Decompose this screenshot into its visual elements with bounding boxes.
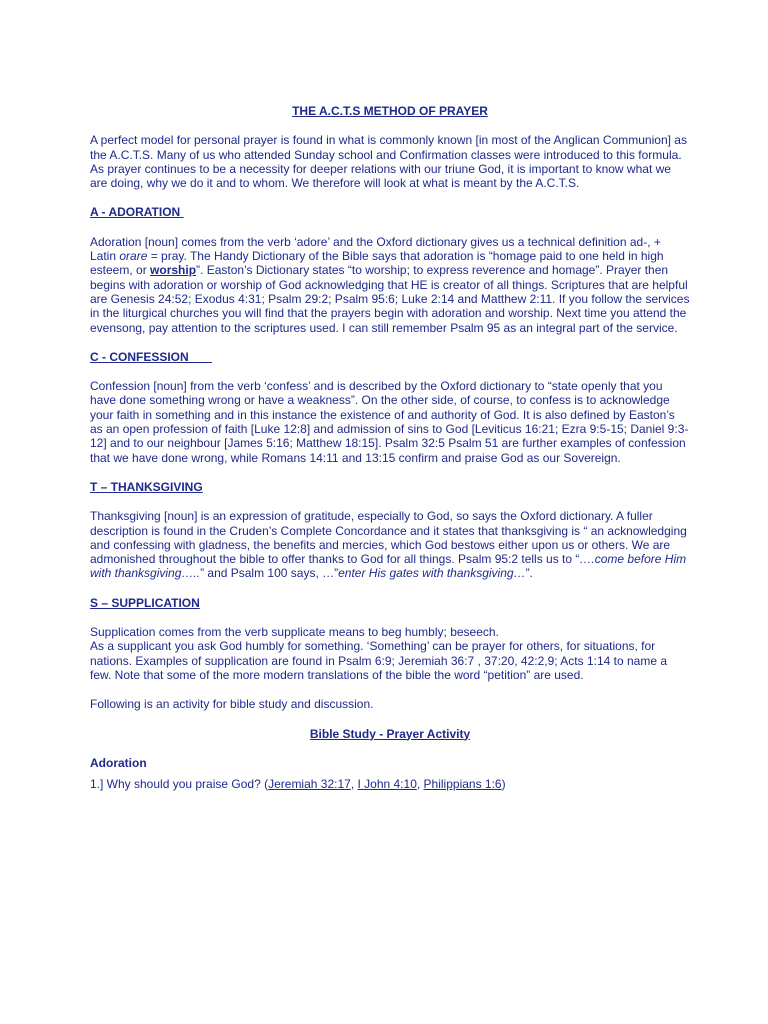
worship-link[interactable]: worship (150, 263, 197, 278)
ref-link-philippians[interactable]: Philippians 1:6 (423, 777, 502, 792)
ref-link-jeremiah[interactable]: Jeremiah 32:17 (268, 777, 351, 792)
document-page (90, 104, 690, 791)
following-paragraph: Following is an activity for bible study and discussion. (90, 697, 374, 712)
supplication-heading: S – SUPPLICATION (90, 595, 200, 610)
thanksgiving-quote-1: ….come before Him with thanksgiving….. (90, 552, 687, 581)
adoration-heading: A - ADORATION (90, 205, 184, 220)
ref-link-1-john[interactable]: I John 4:10 (357, 777, 417, 792)
supplication-paragraph: Supplication comes from the verb supplicate means to beg humbly; beseech. As a supplicant you ask God humbly for something. ‘Something’ can be prayer for others, for situations, for nations. Examples of supplication are found in Psalm 6:9; Jeremiah 36:7 , 37:20, 42:2,9; Acts 1:14 to name a few. Note that some of the more modern translations of the bible the word “petition” are used. (90, 625, 668, 682)
document-title: THE A.C.T.S METHOD OF PRAYER (292, 104, 488, 118)
thanksgiving-quote-2: enter His gates with thanksgiving… (338, 566, 526, 581)
thanksgiving-heading: T – THANKSGIVING (90, 479, 203, 494)
confession-heading: C - CONFESSION (90, 349, 213, 364)
intro-paragraph: A perfect model for personal prayer is found in what is commonly known [in most of the Anglican Communion] as the A.C.T.S. Many of us who attended Sunday school and Confirmation classes were introduced to this formula. As prayer continues to be a necessity for deeper relations with our triune God, it is important to know what we are doing, why we do it and to whom. We therefore will look at what is meant by the A.C.T.S. (90, 133, 687, 191)
question-1: 1.] Why should you praise God? (Jeremiah 32:17, I John 4:10, Philippians 1:6) (90, 777, 506, 792)
orare-word: orare (119, 249, 148, 264)
confession-paragraph: Confession [noun] from the verb ‘confess’ and is described by the Oxford dictionary to “state openly that you have done something wrong or have a weakness”. On the other side, of course, to confess is to acknowledge your faith in something and in this instance the existence of and authority of God. It is also defined by Easton’s as an open profession of faith [Luke 12:8] and admission of sins to God [Leviticus 16:21; Ezra 9:5-15; Daniel 9:3-12] and to our neighbour [James 5:16; Matthew 18:15]. Psalm 32:5 Psalm 51 are further examples of confession that we have done wrong, while Romans 14:11 and 13:15 confirm and praise God as our Sovereign. (90, 379, 689, 465)
adoration-paragraph: Adoration [noun] comes from the verb ‘adore’ and the Oxford dictionary gives us a technical definition ad-, + Latin orare = pray. The Handy Dictionary of the Bible says that adoration is “homage paid to one held in high esteem, or worship”. Easton’s Dictionary states “to worship; to express reverence and homage”. Prayer then begins with adoration or worship of God acknowledging that HE is creator of all things. Scriptures that are helpful are Genesis 24:52; Exodus 4:31; Psalm 29:2; Psalm 95:6; Luke 2:14 and Matthew 2:11. If you follow the services in the liturgical churches you will find that the prayers begin with adoration and worship. Next time you attend the evensong, pay attention to the scriptures used. I can still remember Psalm 95 as an integral part of the service. (90, 234, 690, 335)
activity-adoration-heading: Adoration (90, 755, 147, 770)
thanksgiving-paragraph: Thanksgiving [noun] is an expression of gratitude, especially to God, so says the Oxford dictionary. A fuller description is found in the Cruden’s Complete Concordance and it states that thanksgiving is “ an acknowledging and confessing with gladness, the benefits and mercies, which God bestows either upon us or others. We are admonished throughout the bible to offer thanks to God for all things. Psalm 95:2 tells us to “….come before Him with thanksgiving…..” and Psalm 100 says, …”enter His gates with thanksgiving…”. (90, 509, 687, 581)
activity-title: Bible Study - Prayer Activity (309, 726, 471, 741)
